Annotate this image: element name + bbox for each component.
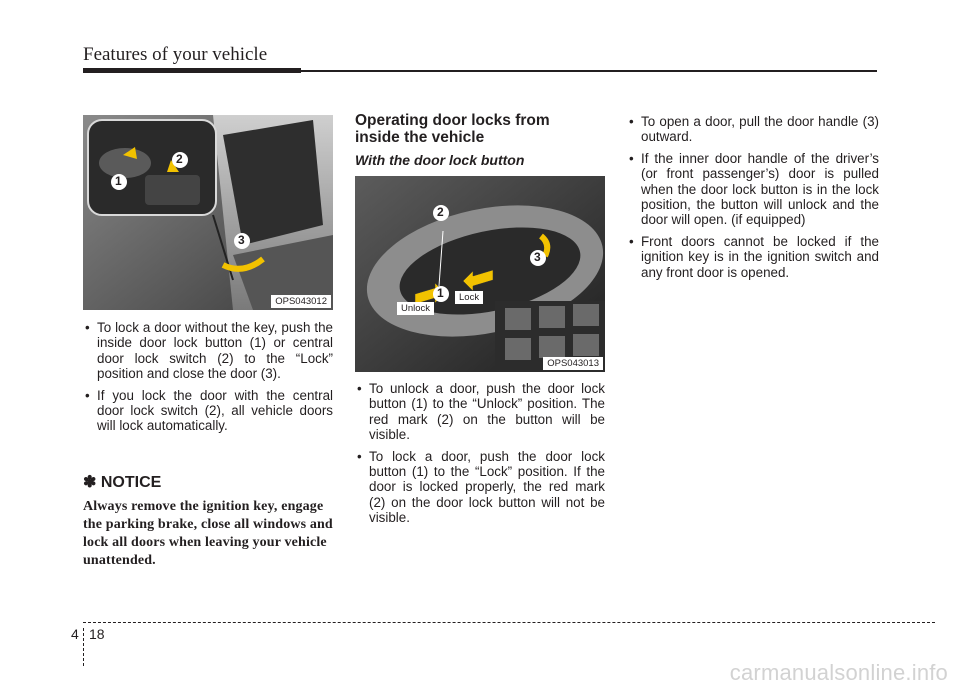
section-subtitle: With the door lock button xyxy=(355,152,525,168)
unlock-label: Unlock xyxy=(397,302,434,315)
footer-rule xyxy=(83,622,935,623)
middle-bullets xyxy=(355,381,605,532)
section-title: Operating door locks from inside the vehicle xyxy=(355,112,550,146)
callout-3: 3 xyxy=(534,250,541,264)
notice-symbol: ✽ xyxy=(83,474,97,491)
chapter-number: 4 xyxy=(71,626,79,642)
middle-column xyxy=(355,112,605,526)
list-item: • To open a door, pull the door handle (3) outward. xyxy=(627,114,879,145)
figure-code: OPS043013 xyxy=(543,357,603,370)
callout-2: 2 xyxy=(437,205,444,219)
list-item: • Front doors cannot be locked if the ignition key is in the ignition switch and any front door is opened. xyxy=(627,234,879,280)
list-item: • To lock a door without the key, push the inside door lock button (1) or central door lock switch (2) to the “Lock” position and close the door (3). xyxy=(83,320,333,382)
page-number: 18 xyxy=(89,626,105,642)
header-rule-thick xyxy=(83,68,301,73)
door-interior-photo xyxy=(83,115,333,310)
watermark: carmanualsonline.info xyxy=(729,660,948,685)
notice-body: Always remove the ignition key, engage the parking brake, close all windows and lock all doors when leaving your vehicle unattended. xyxy=(83,499,333,568)
right-column xyxy=(627,114,879,286)
header-rule-thin xyxy=(301,70,877,72)
notice-block xyxy=(83,472,333,570)
figure-code: OPS043012 xyxy=(271,295,331,308)
notice-title: NOTICE xyxy=(100,474,162,491)
callout-3: 3 xyxy=(238,233,245,247)
header-title: Features of your vehicle xyxy=(83,44,268,65)
door-lock-button-photo xyxy=(355,176,605,372)
list-item: • If you lock the door with the central door lock switch (2), all vehicle doors will lock automatically. xyxy=(83,388,333,434)
callout-1: 1 xyxy=(115,174,122,188)
footer-divider xyxy=(83,628,84,666)
list-item: • If the inner door handle of the driver’s (or front passenger’s) door is pulled when the door lock button is in the lock position, the button will unlock and the door will open. (if equipped) xyxy=(627,151,879,228)
left-bullets xyxy=(83,320,333,440)
right-bullets xyxy=(627,114,879,280)
lock-label: Lock xyxy=(455,291,483,304)
callout-2: 2 xyxy=(176,152,183,166)
list-item: • To unlock a door, push the door lock button (1) to the “Unlock” position. The red mark (2) on the button will be visible. xyxy=(355,381,605,443)
callout-1: 1 xyxy=(437,286,444,300)
list-item: • To lock a door, push the door lock button (1) to the “Lock” position. If the door is locked properly, the red mark (2) on the door lock button will not be visible. xyxy=(355,449,605,526)
